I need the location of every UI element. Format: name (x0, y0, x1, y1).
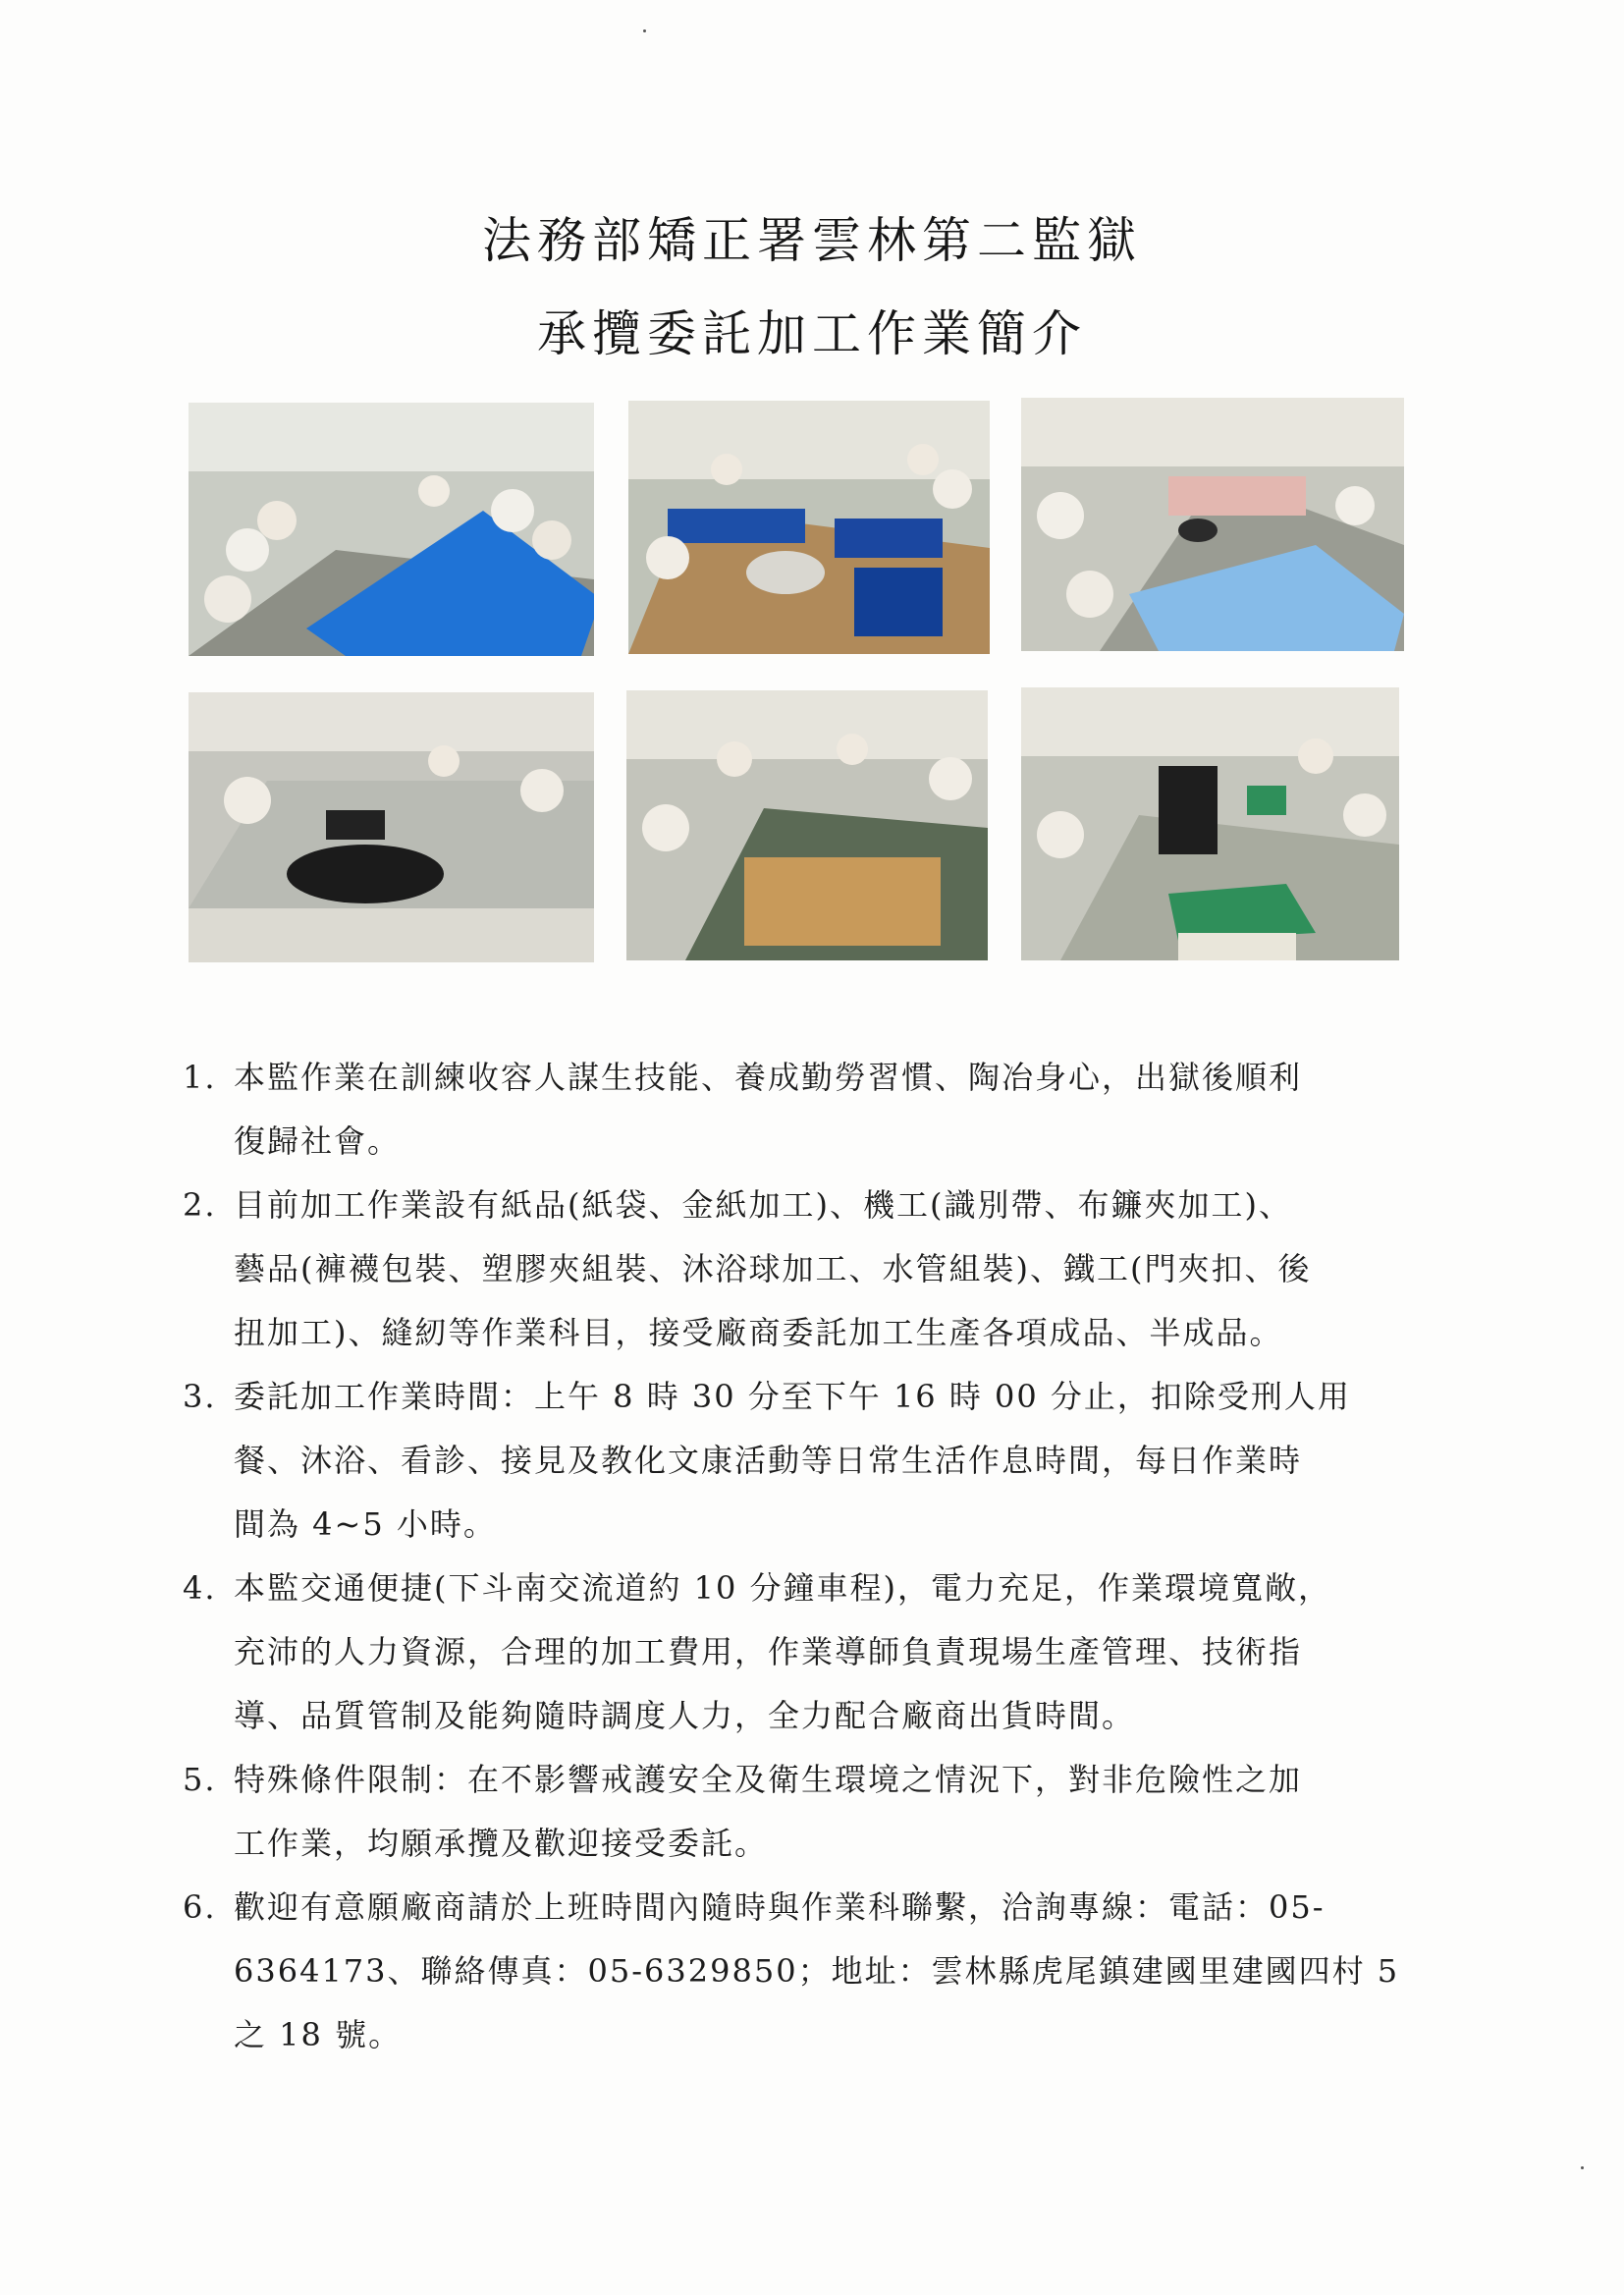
list-item-line: 歡迎有意願廠商請於上班時間內隨時與作業科聯繫，洽詢專線：電話：05- (234, 1888, 1326, 1926)
list-item-line: 6364173、聯絡傳真：05-6329850；地址：雲林縣虎尾鎮建國里建國四村 5 (234, 1952, 1400, 1990)
list-item-line: 目前加工作業設有紙品(紙袋、金紙加工)、機工(識別帶、布鐮夾加工)、 (234, 1186, 1292, 1224)
list-item-line: 工作業，均願承攬及歡迎接受委託。 (234, 1825, 769, 1862)
list-item-number: 2. (183, 1186, 217, 1224)
introduction-list (177, 1046, 1453, 2067)
photo-sorting-blue-ribbons (189, 403, 594, 656)
list-item-line: 餐、沐浴、看診、接見及教化文康活動等日常生活作息時間，每日作業時 (234, 1442, 1303, 1479)
list-item (177, 1174, 1453, 1365)
photo-bagging-light-blue-items (1021, 398, 1404, 651)
photo-packing-black-socks (189, 692, 594, 962)
photo-folding-paper-products (626, 690, 988, 960)
photo-green-component-assembly (1021, 687, 1399, 960)
list-item-line: 本監作業在訓練收容人謀生技能、養成勤勞習慣、陶冶身心，出獄後順利 (234, 1059, 1303, 1096)
list-item-line: 間為 4~5 小時。 (234, 1505, 497, 1543)
list-item-number: 6. (183, 1888, 217, 1926)
list-item-line: 本監交通便捷(下斗南交流道約 10 分鐘車程)，電力充足，作業環境寬敞， (234, 1569, 1332, 1607)
list-item-line: 委託加工作業時間：上午 8 時 30 分至下午 16 時 00 分止，扣除受刑人用 (234, 1378, 1351, 1415)
document-title: 法務部矯正署雲林第二監獄 (482, 212, 1142, 269)
photo-assembling-blue-lanyards (628, 401, 990, 654)
list-item-number: 3. (183, 1378, 217, 1415)
list-item-number: 4. (183, 1569, 217, 1607)
list-item (177, 1748, 1453, 1876)
list-item-line: 藝品(褲襪包裝、塑膠夾組裝、沐浴球加工、水管組裝)、鐵工(門夾扣、後 (234, 1250, 1312, 1287)
list-item-line: 復歸社會。 (234, 1122, 402, 1160)
scan-speck (1581, 2166, 1584, 2169)
list-item (177, 1365, 1453, 1557)
list-item-line: 充沛的人力資源，合理的加工費用，作業導師負責現場生產管理、技術指 (234, 1633, 1303, 1670)
list-item (177, 1557, 1453, 1748)
document-subtitle: 承攬委託加工作業簡介 (537, 305, 1087, 362)
list-item-line: 導、品質管制及能夠隨時調度人力，全力配合廠商出貨時間。 (234, 1697, 1136, 1734)
list-item-number: 1. (183, 1059, 217, 1096)
list-item-line: 之 18 號。 (234, 2016, 403, 2053)
list-item-line: 扭加工)、縫紉等作業科目，接受廠商委託加工生產各項成品、半成品。 (234, 1314, 1283, 1351)
list-item-line: 特殊條件限制：在不影響戒護安全及衛生環境之情況下，對非危險性之加 (234, 1761, 1303, 1798)
list-item (177, 1046, 1453, 1174)
scan-speck (643, 29, 646, 32)
list-item-number: 5. (183, 1761, 217, 1798)
list-item (177, 1876, 1453, 2067)
